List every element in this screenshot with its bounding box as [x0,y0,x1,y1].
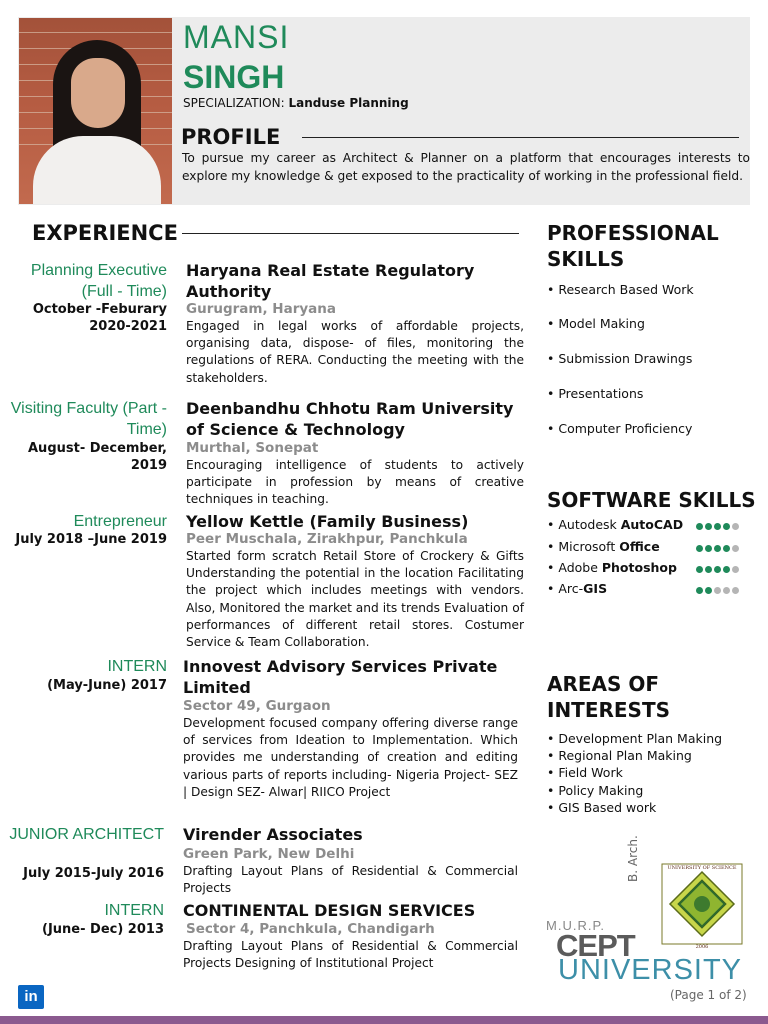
rating-dot-filled [696,523,703,530]
skill-rating [696,520,741,533]
experience-role [0,824,164,845]
professional-skill-item: • Presentations [547,386,644,401]
software-skills-heading: SOFTWARE SKILLS [547,488,756,512]
rating-dot-empty [714,587,721,594]
experience-desc: Drafting Layout Plans of Residential & Commercial Projects [183,864,518,896]
rating-dot-filled [723,545,730,552]
murp-label: M.U.R.P. [546,918,606,933]
rating-dot-filled [696,566,703,573]
interest-item: • Field Work [547,765,623,780]
experience-org: CONTINENTAL DESIGN SERVICES [183,901,476,920]
experience-divider [182,233,519,234]
professional-skill-item: • Model Making [547,316,645,331]
experience-org: Deenbandhu Chhotu Ram University of Science & Technology [186,399,514,439]
experience-dates: July 2018 –June 2019 [15,532,167,547]
experience-dates: October -Feburary 2020-2021 [32,302,167,334]
interest-item: • Policy Making [547,783,644,798]
experience-desc: Drafting Layout Plans of Residential & Commercial Projects Designing of Institutional Project [183,939,518,971]
rating-dot-filled [705,523,712,530]
interest-item: • Development Plan Making [547,731,723,746]
rating-dot-filled [705,587,712,594]
software-skill-item: • Autodesk AutoCAD [547,517,684,532]
experience-dates: August- December, 2019 [28,441,167,473]
interest-item: • Regional Plan Making [547,748,692,763]
rating-dot-filled [714,523,721,530]
cept-logo-text: CEPT [556,928,635,963]
experience-org: Yellow Kettle (Family Business) [186,512,469,531]
experience-role: Entrepreneur [73,513,167,530]
rating-dot-filled [723,566,730,573]
experience-org: Virender Associates [183,825,363,844]
specialization-value: Landuse Planning [288,96,409,110]
software-skill-item: • Arc-GIS [547,581,608,596]
rating-dot-filled [696,587,703,594]
interests-heading: AREAS OF INTERESTS [547,672,670,722]
software-skill-item: • Microsoft Office [547,539,660,554]
experience-org: Haryana Real Estate Regulatory Authority [186,261,475,301]
experience-location: Green Park, New Delhi [183,846,355,862]
rating-dot-filled [714,566,721,573]
experience-dates: July 2015-July 2016 [23,866,164,881]
skill-rating [696,563,741,576]
skill-rating [696,584,741,597]
profile-divider [302,137,739,138]
profile-heading: PROFILE [181,125,281,149]
seal-year: 2006 [695,944,709,950]
specialization [183,96,409,110]
barch-label: B. Arch. [626,835,640,882]
professional-skill-item: • Submission Drawings [547,351,693,366]
experience-heading: EXPERIENCE [32,221,178,245]
experience-role: Planning Executive (Full - Time) [30,262,167,300]
rating-dot-empty [732,566,739,573]
linkedin-icon[interactable]: in [18,985,44,1009]
footer-bar [0,1016,768,1024]
experience-location: Peer Muschala, Zirakhpur, Panchkula [186,531,468,547]
seal-text: UNIVERSITY OF SCIENCE [667,865,737,871]
interest-item: • GIS Based work [547,800,657,815]
experience-desc: Engaged in legal works of affordable projects, organising data, dispose- of files, monitoring the regulations of RERA. Conducting the meeting with the stakeholders. [186,319,524,385]
experience-dates: (June- Dec) 2013 [42,922,164,937]
rating-dot-filled [696,545,703,552]
experience-role: Visiting Faculty (Part - Time) [10,400,167,438]
rating-dot-filled [705,545,712,552]
page-number: (Page 1 of 2) [670,988,747,1002]
experience-role: INTERN [104,902,164,919]
professional-skills-heading: PROFESSIONAL SKILLS [547,221,719,271]
rating-dot-empty [732,523,739,530]
rating-dot-empty [723,587,730,594]
last-name: SINGH [183,59,285,95]
university-seal-icon [656,858,748,950]
experience-location: Gurugram, Haryana [186,301,336,317]
skill-rating [696,542,741,555]
rating-dot-filled [723,523,730,530]
rating-dot-filled [714,545,721,552]
experience-role: INTERN [107,658,167,675]
experience-org: Innovest Advisory Services Private Limited [183,657,498,697]
experience-desc: Encouraging intelligence of students to actively participate in profession by means of creative techniques in teaching. [186,458,524,507]
experience-location: Sector 49, Gurgaon [183,698,331,714]
specialization-label: SPECIALIZATION: [183,96,285,110]
experience-location: Murthal, Sonepat [186,440,319,456]
software-skill-item: • Adobe Photoshop [547,560,677,575]
experience-desc: Development focused company offering diverse range of services from Ideation to Implementation. Which provides me understanding of creation and editing various parts of reports including- Nigeria Project- SEZ | Design SEZ- Alwar| RIICO Project [183,716,518,799]
profile-text: To pursue my career as Architect & Planner on a platform that encourages interests to explore my knowledge & get exposed to the practicality of working in the professional field. [182,151,750,183]
experience-dates: (May-June) 2017 [47,678,167,693]
first-name: MANSI [183,19,290,55]
experience-role-text: JUNIOR ARCHITECT [9,826,164,843]
university-logo-text: UNIVERSITY [558,954,743,986]
rating-dot-empty [732,545,739,552]
professional-skill-item: • Research Based Work [547,282,694,297]
rating-dot-filled [705,566,712,573]
rating-dot-empty [732,587,739,594]
professional-skill-item: • Computer Proficiency [547,421,693,436]
experience-location: Sector 4, Panchkula, Chandigarh [186,921,435,937]
profile-photo [19,18,172,204]
experience-desc: Started form scratch Retail Store of Crockery & Gifts Understanding the potential in the location Facilitating the project which includes meetings with vendors. Also, Monitored the market and its trends Evaluation of performances of different retail stores. Costumer Service & Team Collaboration. [186,549,524,650]
